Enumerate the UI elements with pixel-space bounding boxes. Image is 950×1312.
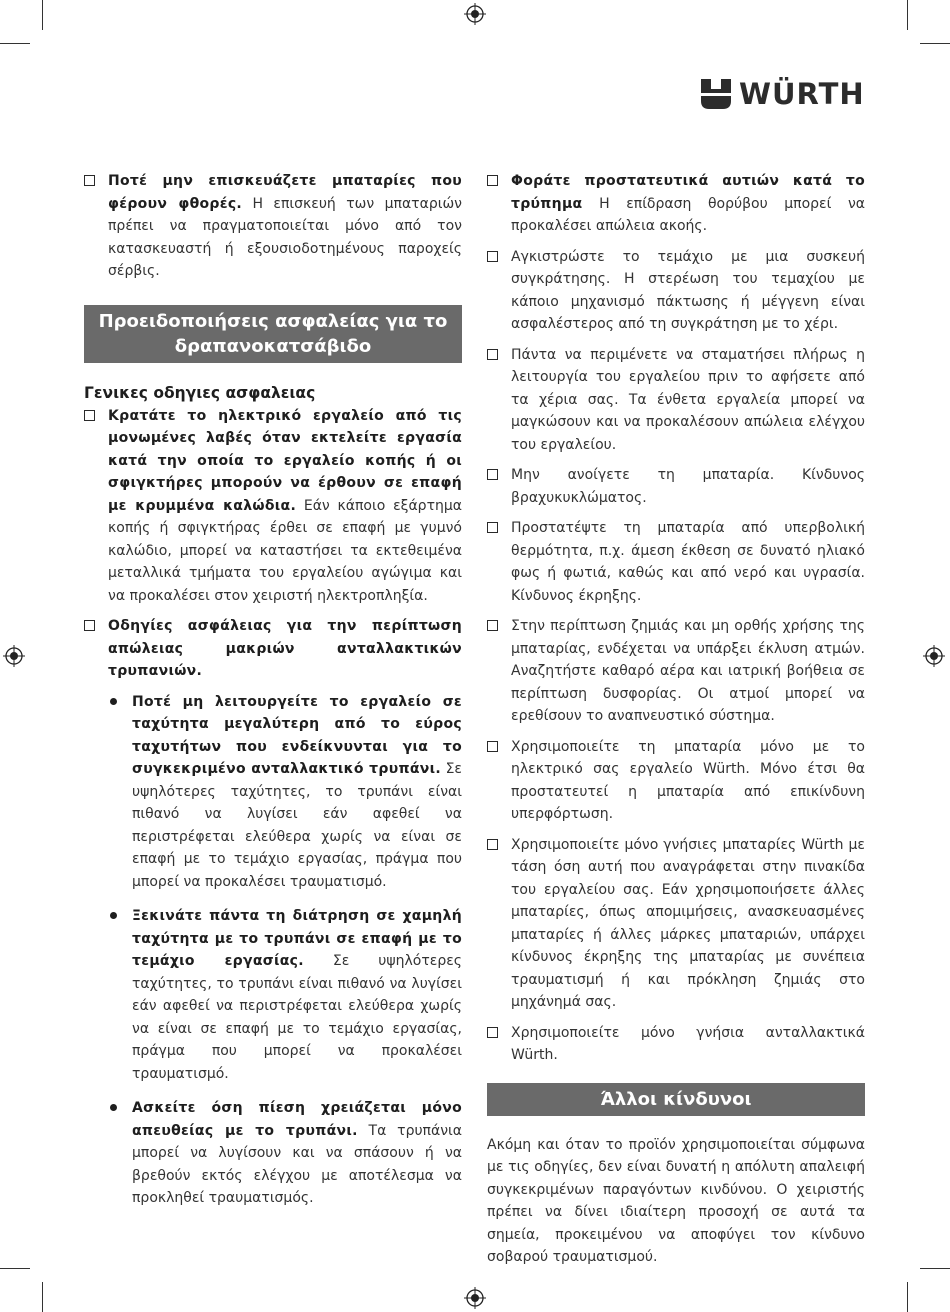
crop-mark	[920, 1268, 950, 1269]
checkbox-square-icon	[487, 522, 498, 533]
list-item	[84, 170, 462, 283]
item-bold: Κρατάτε το ηλεκτρικό εργαλείο από τις μονωμένες λαβές όταν εκτελείτε εργασία κατά την οποία το εργαλείο κοπής ή οι σφιγκτήρες μπορούν να έρθουν σε επαφή με κρυμμένα καλώδια.	[108, 407, 462, 514]
right-column	[487, 170, 865, 1269]
section-banner: Προειδοποιήσεις ασφαλείας για το δραπανοκατσάβιδο	[84, 305, 462, 363]
item-text: Η επίδραση θορύβου μπορεί να προκαλέσει απώλεια ακοής.	[511, 195, 865, 234]
checkbox-square-icon	[487, 1027, 498, 1038]
checkbox-square-icon	[487, 469, 498, 480]
item-bold: Φοράτε προστατευτικά αυτιών κατά το τρύπημα	[511, 173, 865, 212]
item-text: Η επισκευή των μπαταριών πρέπει να πραγματοποιείται μόνο από τον κατασκευαστή ή εξουσιοδοτημένους παροχείς σέρβις.	[108, 195, 462, 279]
checkbox-square-icon	[487, 251, 498, 262]
crop-mark	[0, 1268, 30, 1269]
checkbox-square-icon	[487, 839, 498, 850]
bullet-dot-icon	[110, 1104, 117, 1111]
bullet-item	[84, 1097, 462, 1210]
checkbox-square-icon	[487, 620, 498, 631]
bullet-text: Σε υψηλότερες ταχύτητες, το τρυπάνι είναι πιθανό να λυγίσει εάν αφεθεί να περιστρέφεται ελεύθερα χωρίς να είναι σε επαφή με το τεμάχιο εργασίας, πράγμα που μπορεί να προκαλέσει τραυματισμό.	[132, 761, 462, 890]
registration-mark-icon	[464, 3, 486, 25]
checkbox-square-icon	[487, 741, 498, 752]
list-item	[487, 517, 865, 607]
checkbox-square-icon	[84, 175, 95, 186]
wurth-logo-icon	[699, 77, 733, 111]
wurth-logo	[699, 77, 865, 111]
bullet-dot-icon	[110, 698, 117, 705]
bullet-bold: Ασκείτε όση πίεση χρειάζεται μόνο απευθείας με το τρυπάνι.	[132, 1100, 462, 1139]
list-item	[487, 170, 865, 238]
checkbox-square-icon	[84, 620, 95, 631]
list-item	[487, 464, 865, 509]
paragraph: Ακόμη και όταν το προϊόν χρησιμοποιείται σύμφωνα με τις οδηγίες, δεν είναι δυνατή η απόλυτη απαλειφή συγκεκριμένων παραγόντων κινδύνου. Ο χειριστής πρέπει να δίνει ιδιαίτερη προσοχή σε αυτά τα σημεία, προκειμένου να αποφύγει τον κίνδυνο σοβαρού τραυματισμού.	[487, 1136, 865, 1265]
crop-mark	[42, 0, 43, 30]
registration-mark-icon	[3, 645, 25, 667]
list-item	[84, 615, 462, 683]
section-subheading: Γενικες οδηγιες ασφαλειας	[84, 383, 316, 402]
brand-name: WÜRTH	[739, 77, 865, 111]
registration-mark-icon	[464, 1287, 486, 1309]
list-item	[487, 834, 865, 1014]
item-text: Προστατέψτε τη μπαταρία από υπερβολική θερμότητα, π.χ. άμεση έκθεση σε δυνατό ηλιακό φως ή φωτιά, καθώς και από νερό και υγρασία. Κίνδυνος έκρηξης.	[511, 520, 865, 604]
item-text: Χρησιμοποιείτε μόνο γνήσια ανταλλακτικά Würth.	[511, 1024, 865, 1063]
list-item	[487, 615, 865, 728]
bullet-text: Τα τρυπάνια μπορεί να λυγίσουν και να σπάσουν ή να βρεθούν εκτός ελέγχου με αποτέλεσμα να προκληθεί τραυματισμός.	[132, 1122, 462, 1206]
item-text: Εάν κάποιο εξάρτημα κοπής ή σφιγκτήρας έρθει σε επαφή με γυμνό καλώδιο, μπορεί να καταστήσει τα εκτεθειμένα μεταλλικά τμήματα του εργαλείου αγώγιμα και να προκαλέσει στον χειριστή ηλεκτροπληξία.	[108, 497, 463, 604]
bullet-bold: Ποτέ μη λειτουργείτε το εργαλείο σε ταχύτητα μεγαλύτερη από το εύρος ταχυτήτων που ενδείκνυνται για το συγκεκριμένο ανταλλακτικό τρυπάνι.	[132, 693, 462, 777]
section-banner: Άλλοι κίνδυνοι	[487, 1083, 865, 1116]
list-item	[487, 246, 865, 336]
crop-mark	[42, 1282, 43, 1312]
item-text: Μην ανοίγετε τη μπαταρία. Κίνδυνος βραχυκυκλώματος.	[511, 467, 865, 506]
item-text: Στην περίπτωση ζημιάς και μη ορθής χρήσης της μπαταρίας, ενδέχεται να υπάρξει έκλυση ατμών. Αναζητήστε καθαρό αέρα και ιατρική βοήθεια σε περίπτωση δυσφορίας. Οι ατμοί μπορεί να ερεθίσουν το αναπνευστικό σύστημα.	[511, 618, 865, 724]
list-item	[487, 1022, 865, 1067]
crop-mark	[0, 43, 30, 44]
checkbox-square-icon	[487, 175, 498, 186]
crop-mark	[907, 0, 908, 30]
crop-mark	[907, 1282, 908, 1312]
bullet-item	[84, 905, 462, 1085]
list-item	[84, 405, 462, 608]
item-text: Χρησιμοποιείτε μόνο γνήσιες μπαταρίες Würth με τάση όση αυτή που αναγράφεται στην πινακίδα του εργαλείου σας. Εάν χρησιμοποιήσετε άλλες μπαταρίες, όπως απομιμήσεις, ανασκευασμένες μπαταρίες ή άλλες μάρκες μπαταριών, υπάρχει κίνδυνος έκρηξης της μπαταρίας με συνέπεια τραυματισμή ή και πρόκληση ζημιάς στο μηχάνημά σας.	[511, 836, 865, 1010]
list-item	[487, 736, 865, 826]
item-text: Πάντα να περιμένετε να σταματήσει πλήρως η λειτουργία του εργαλείου πριν το αφήσετε από τα χέρια σας. Τα ένθετα εργαλεία μπορεί να μαγκώσουν και να προκαλέσουν απώλεια ελέγχου του εργαλείου.	[511, 346, 865, 453]
bullet-text: Σε υψηλότερες ταχύτητες, το τρυπάνι είναι πιθανό να λυγίσει εάν αφεθεί να περιστρέφεται ελεύθερα χωρίς να είναι σε επαφή με το τεμάχιο εργασίας, πράγμα που μπορεί να προκαλέσει τραυματισμό.	[132, 953, 462, 1082]
left-column	[84, 170, 462, 1222]
item-text: Χρησιμοποιείτε τη μπαταρία μόνο με το ηλεκτρικό σας εργαλείο Würth. Μόνο έτσι θα προστατευτεί η μπαταρία από επικίνδυνη υπερφόρτωση.	[511, 738, 865, 822]
bullet-bold: Ξεκινάτε πάντα τη διάτρηση σε χαμηλή ταχύτητα με το τρυπάνι σε επαφή με το τεμάχιο εργασίας.	[132, 908, 462, 969]
item-text: Αγκιστρώστε το τεμάχιο με μια συσκευή συγκράτησης. Η στερέωση του τεμαχίου με κάποιο μηχανισμό πάκτωσης ή μέγγενη είναι ασφαλέστερος από τη συγκράτηση με το χέρι.	[511, 248, 865, 332]
crop-mark	[920, 43, 950, 44]
item-bold: Οδηγίες ασφάλειας για την περίπτωση απώλειας μακριών ανταλλακτικών τρυπανιών.	[108, 618, 462, 679]
list-item	[487, 344, 865, 457]
item-bold: Ποτέ μην επισκευάζετε μπαταρίες που φέρουν φθορές.	[108, 173, 462, 212]
bullet-item	[84, 691, 462, 894]
checkbox-square-icon	[487, 349, 498, 360]
checkbox-square-icon	[84, 410, 95, 421]
bullet-dot-icon	[110, 912, 117, 919]
registration-mark-icon	[923, 645, 945, 667]
